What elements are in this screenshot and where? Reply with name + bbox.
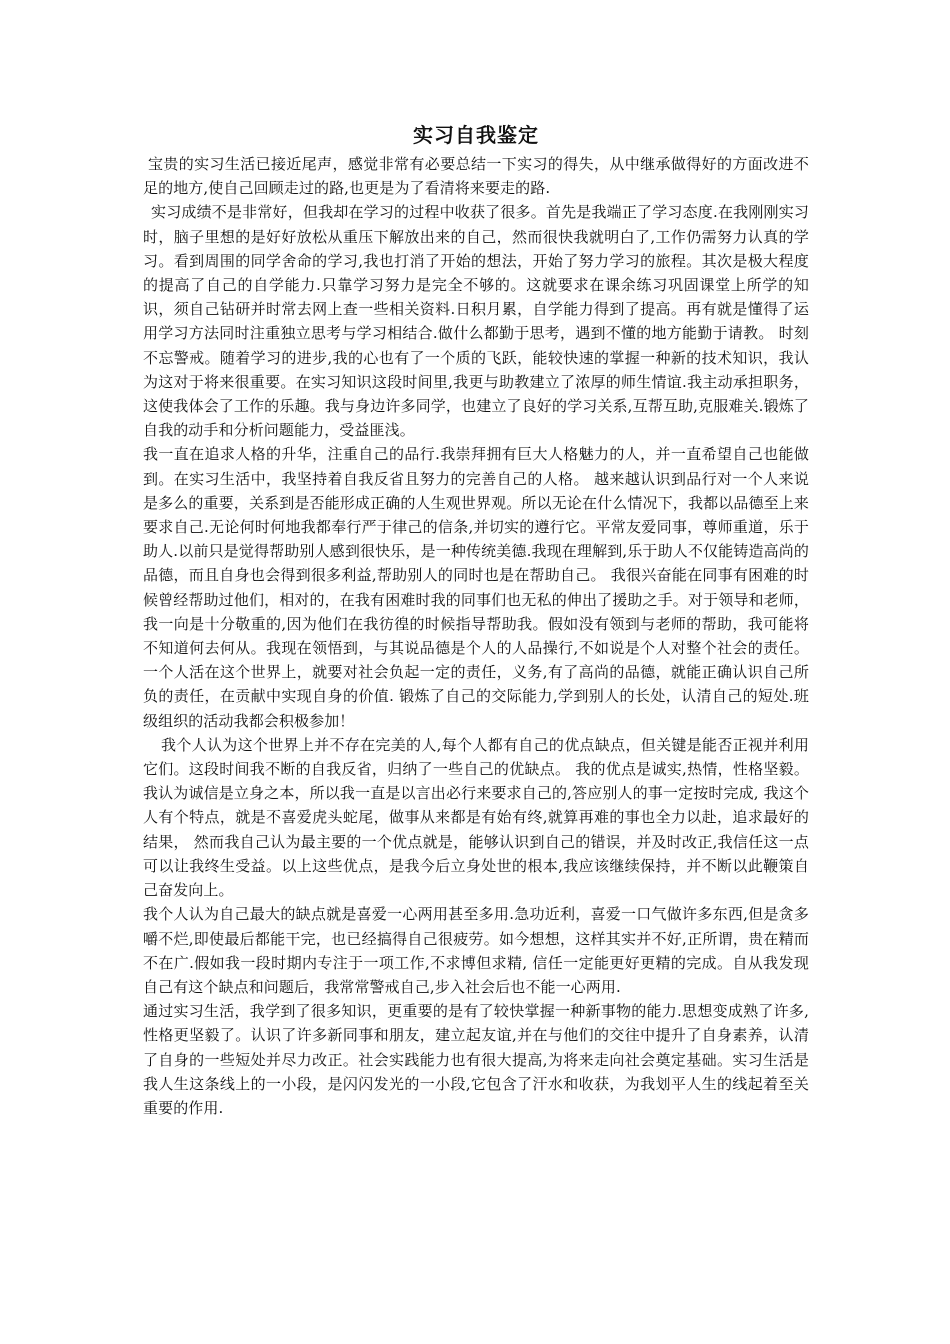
paragraph-intro: 宝贵的实习生活已接近尾声，感觉非常有必要总结一下实习的得失，从中继承做得好的方面改进不足的地方,使自己回顾走过的路,也更是为了看清将来要走的路.	[143, 155, 809, 198]
paragraph-study: 实习成绩不是非常好，但我却在学习的过程中收获了很多。首先是我端正了学习态度.在我刚刚实习时，脑子里想的是好好放松从重压下解放出来的自己，然而很快我就明白了,工作仍需努力认真的学习。看到周围的同学舍命的学习,我也打消了开始的想法，开始了努力学习的旅程。其次是极大程度的提高了自己的自学能力.只靠学习努力是完全不够的。这就要求在课余练习巩固课堂上所学的知识，须自己钻研并时常去网上查一些相关资料.日积月累，自学能力得到了提高。再有就是懂得了运用学习方法同时注重独立思考与学习相结合.做什么都勤于思考，遇到不懂的地方能勤于请教。 时刻不忘警戒。随着学习的进步,我的心也有了一个质的飞跃，能较快速的掌握一种新的技术知识，我认为这对于将来很重要。在实习知识这段时间里,我更与助教建立了浓厚的师生情谊.我主动承担职务，这使我体会了工作的乐趣。我与身边许多同学，也建立了良好的学习关系,互帮互助,克服难关.锻炼了自我的动手和分析问题能力，受益匪浅。	[143, 203, 809, 440]
paragraph-conclusion: 通过实习生活，我学到了很多知识，更重要的是有了较快掌握一种新事物的能力.思想变成熟了许多,性格更坚毅了。认识了许多新同事和朋友，建立起友谊,并在与他们的交往中提升了自身素养，认清了自身的一些短处并尽力改正。社会实践能力也有很大提高,为将来走向社会奠定基础。实习生活是我人生这条线上的一小段，是闪闪发光的一小段,它包含了汗水和收获，为我划平人生的线起着至关重要的作用.	[143, 1002, 809, 1117]
document-page	[143, 120, 809, 1120]
paragraph-character: 我一直在追求人格的升华，注重自己的品行.我崇拜拥有巨大人格魅力的人，并一直希望自己也能做到。在实习生活中，我坚持着自我反省且努力的完善自己的人格。 越来越认识到品行对一个人来说是多么的重要，关系到是否能形成正确的人生观世界观。所以无论在什么情况下，我都以品德至上来要求自己.无论何时何地我都奉行严于律己的信条,并切实的遵行它。平常友爱同事，尊师重道，乐于助人.以前只是觉得帮助别人感到很快乐，是一种传统美德.我现在理解到,乐于助人不仅能铸造高尚的品德，而且自身也会得到很多利益,帮助别人的同时也是在帮助自己。 我很兴奋能在同事有困难的时候曾经帮助过他们，相对的，在我有困难时我的同事们也无私的伸出了援助之手。对于领导和老师，我一向是十分敬重的,因为他们在我彷徨的时候指导帮助我。假如没有领到与老师的帮助，我可能将不知道何去何从。我现在领悟到，与其说品德是个人的人品操行,不如说是个人对整个社会的责任。一个人活在这个世界上，就要对社会负起一定的责任，义务,有了高尚的品德，就能正确认识自己所负的责任，在贡献中实现自身的价值. 锻炼了自己的交际能力,学到别人的长处，认清自己的短处.班级组织的活动我都会积极参加！	[143, 445, 809, 730]
paragraph-strengths: 我个人认为这个世界上并不存在完美的人,每个人都有自己的优点缺点，但关键是能否正视并利用它们。这段时间我不断的自我反省，归纳了一些自己的优缺点。 我的优点是诚实,热情，性格坚毅。我认为诚信是立身之本，所以我一直是以言出必行来要求自己的,答应别人的事一定按时完成, 我这个人有个特点，就是不喜爱虎头蛇尾，做事从来都是有始有终,就算再难的事也全力以赴，追求最好的结果， 然而我自己认为最主要的一个优点就是，能够认识到自己的错误，并及时改正,我信任这一点可以让我终生受益。以上这些优点，是我今后立身处世的根本,我应该继续保持，并不断以此鞭策自己奋发向上。	[143, 735, 809, 900]
paragraph-weaknesses: 我个人认为自己最大的缺点就是喜爱一心两用甚至多用.急功近利，喜爱一口气做许多东西,但是贪多嚼不烂,即使最后都能干完，也已经搞得自己很疲劳。如今想想，这样其实并不好,正所谓，贵在精而不在广.假如我一段时期内专注于一项工作,不求博但求精, 信任一定能更好更精的完成。自从我发现自己有这个缺点和问题后，我常常警戒自己,步入社会后也不能一心两用.	[143, 905, 809, 996]
document-title: 实习自我鉴定	[413, 123, 539, 147]
